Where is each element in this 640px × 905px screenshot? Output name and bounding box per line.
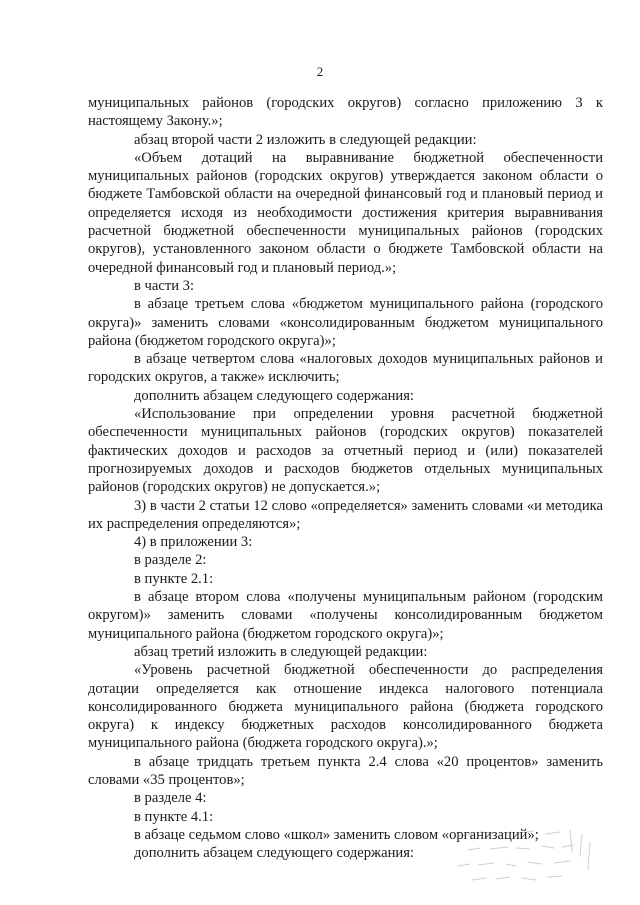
document-body (88, 94, 603, 862)
paragraph: в абзаце втором слова «получены муниципальным районом (городским округом)» заменить словами «получены консолидированным бюджетом муниципального района (бюджетом городского округа)»; (88, 589, 603, 642)
paragraph: в пункте 4.1: (134, 808, 214, 825)
paragraph: дополнить абзацем следующего содержания: (134, 387, 414, 404)
paragraph: в абзаце тридцать третьем пункта 2.4 слова «20 процентов» заменить словами «35 процентов»; (88, 753, 603, 788)
paragraph: в абзаце третьем слова «бюджетом муниципального района (городского округа)» заменить словами «консолидированным бюджетом муниципального района (бюджетом городского округа)»; (88, 296, 603, 349)
paragraph: «Использование при определении уровня расчетной бюджетной обеспеченности муниципальных районов (городских округов) показателей фактических доходов и расходов за отчетный период и (или) показателей прогнозируемых доходов и расходов бюджетов отдельных муниципальных районов (городских округов) не допускается.»; (88, 406, 603, 496)
paragraph: в разделе 2: (134, 552, 207, 569)
paragraph: абзац второй части 2 изложить в следующей редакции: (134, 131, 477, 148)
paragraph: муниципальных районов (городских округов) согласно приложению 3 к настоящему Закону.»; (88, 95, 603, 130)
paragraph: в пункте 2.1: (134, 570, 214, 587)
paragraph: абзац третий изложить в следующей редакции: (134, 643, 428, 660)
page-number: 2 (316, 64, 324, 79)
paragraph: дополнить абзацем следующего содержания: (134, 845, 414, 862)
paragraph: в разделе 4: (134, 790, 207, 807)
paragraph: «Уровень расчетной бюджетной обеспеченности до распределения дотации определяется как отношение индекса налогового потенциала консолидированного бюджета муниципального района (бюджета городского округа) к индексу бюджетных расходов консолидированного бюджета муниципального района (бюджета городского округа).»; (88, 662, 603, 752)
paragraph: в абзаце седьмом слово «школ» заменить словом «организаций»; (134, 826, 539, 843)
paragraph: «Объем дотаций на выравнивание бюджетной обеспеченности муниципальных районов (городских округов) утверждается законом области о бюджете Тамбовской области на очередной финансовый год и плановый период и определяется исходя из необходимости достижения критерия выравнивания расчетной бюджетной обеспеченности муниципальных районов (городских округов), установленного законом области о бюджете Тамбовской области на очередной финансовый год и плановый период.»; (88, 149, 603, 276)
paragraph: в части 3: (134, 277, 195, 294)
paragraph: 3) в части 2 статьи 12 слово «определяется» заменить словами «и методика их распределения определяются»; (88, 497, 603, 532)
paragraph: в абзаце четвертом слова «налоговых доходов муниципальных районов и городских округов, а также» исключить; (88, 351, 603, 386)
paragraph: 4) в приложении 3: (134, 534, 253, 551)
faded-stamp-mark (450, 822, 600, 892)
